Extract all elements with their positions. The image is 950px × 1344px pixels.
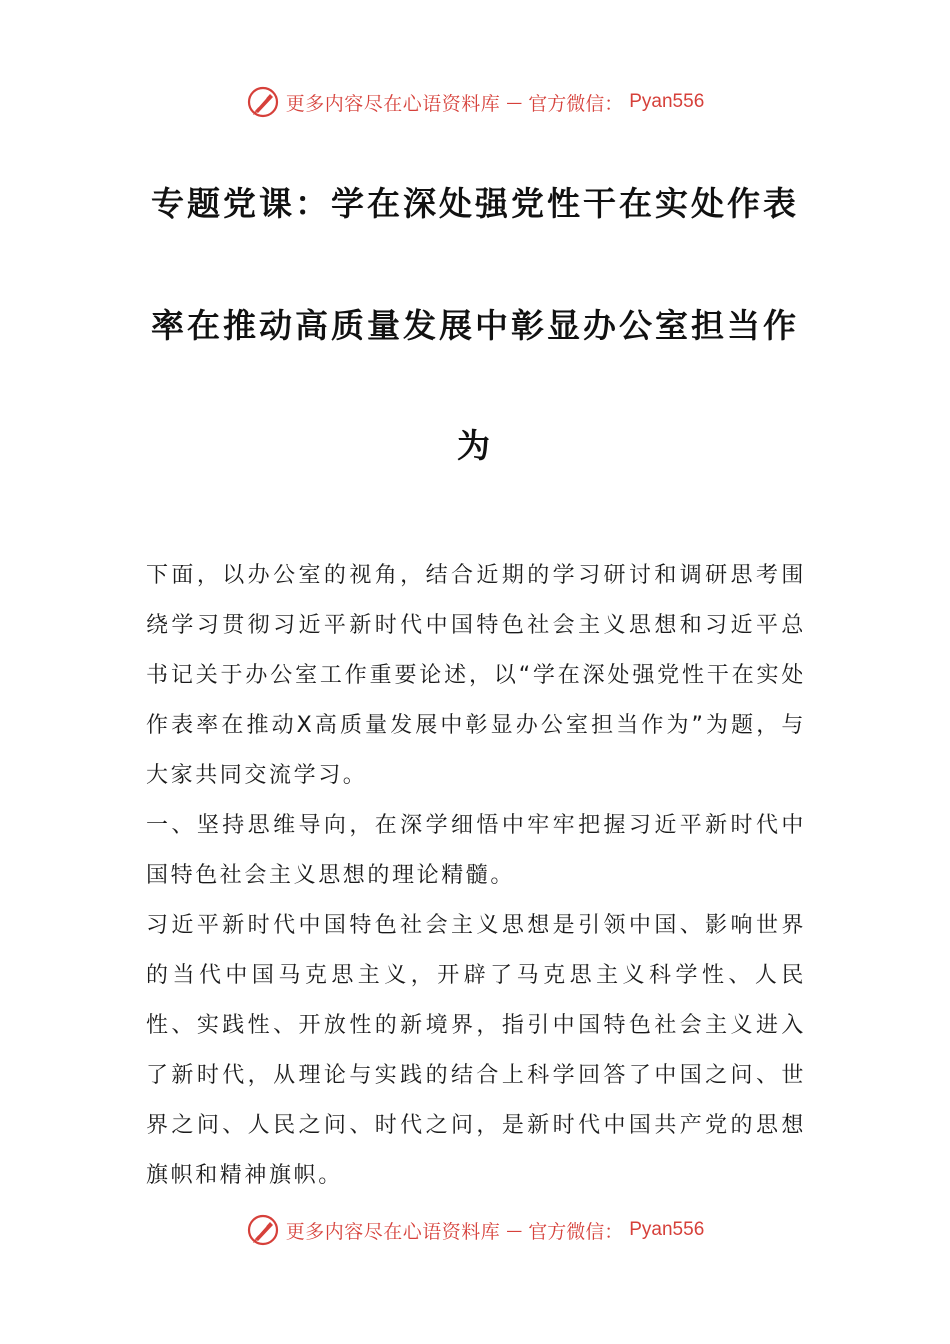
document-title-line-2: 率在推动高质量发展中彰显办公室担当作 — [151, 306, 799, 345]
watermark-wechat-id: Pyan556 — [629, 1219, 705, 1240]
paragraph-thought: 习近平新时代中国特色社会主义思想是引领中国、影响世界的当代中国马克思主义，开辟了马克思主义科学性、人民性、实践性、开放性的新境界，指引中国特色社会主义进入了新时代，从理论与实践的结合上科学回答了中国之问、世界之问、人民之问、时代之问，是新时代中国共产党的思想旗帜和精神旗帜。 — [146, 913, 806, 1188]
watermark-wechat-id: Pyan556 — [629, 91, 705, 112]
section-heading-1: 一、坚持思维导向，在深学细悟中牢牢把握习近平新时代中国特色社会主义思想的理论精髓。 — [146, 813, 806, 888]
quill-pen-logo-icon — [246, 1213, 280, 1247]
watermark-text: 更多内容尽在心语资料库 — [285, 92, 501, 115]
watermark-wechat-label: 官方微信： — [528, 1220, 624, 1243]
watermark-text: 更多内容尽在心语资料库 — [285, 1220, 501, 1243]
watermark-separator: — — [506, 92, 523, 112]
footer-watermark — [0, 1210, 950, 1250]
document-title-line-1: 专题党课：学在深处强党性干在实处作表 — [151, 184, 799, 223]
document-body — [146, 551, 806, 1201]
watermark-separator: — — [506, 1220, 523, 1240]
document-title-line-3: 为 — [457, 426, 493, 465]
quill-pen-logo-icon — [246, 85, 280, 119]
header-watermark — [0, 82, 950, 122]
watermark-wechat-label: 官方微信： — [528, 92, 624, 115]
paragraph-intro: 下面，以办公室的视角，结合近期的学习研讨和调研思考围绕学习贯彻习近平新时代中国特色社会主义思想和习近平总书记关于办公室工作重要论述，以“学在深处强党性干在实处作表率在推动X高质量发展中彰显办公室担当作为”为题，与大家共同交流学习。 — [146, 563, 806, 788]
